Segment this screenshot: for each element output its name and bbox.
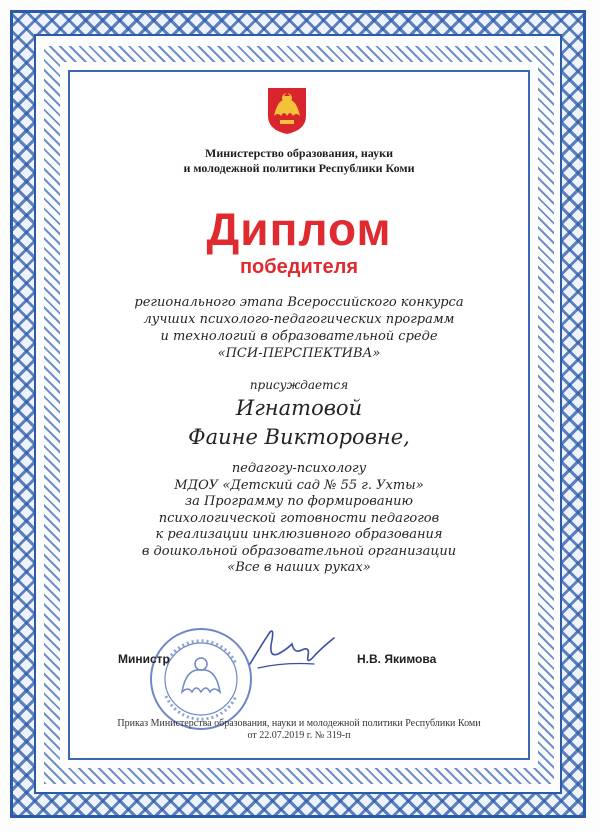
ministry-line-1: Министерство образования, науки — [205, 146, 393, 160]
order-line-2: от 22.07.2019 г. № 319-п — [247, 730, 351, 741]
ministry-line-2: и молодежной политики Республики Коми — [183, 161, 415, 175]
diploma-subtitle: победителя — [239, 256, 359, 278]
award-details — [74, 461, 524, 577]
diploma-title: Диплом — [206, 203, 392, 255]
recipient-name — [74, 394, 524, 452]
details-line-4: психологической готовности педагогов — [158, 510, 440, 526]
details-line-7: «Все в наших руках» — [227, 560, 371, 575]
recipient-surname: Игнатовой — [235, 396, 363, 420]
contest-line-1: регионального этапа Всероссийского конкурса — [134, 295, 464, 310]
details-line-5: к реализации инклюзивного образования — [155, 527, 443, 542]
contest-description — [74, 294, 524, 362]
details-line-1: педагогу-психологу — [231, 461, 367, 476]
signatory-name: Н.В. Якимова — [357, 652, 437, 666]
komi-coat-of-arms-icon — [266, 86, 308, 136]
ministry-header — [74, 146, 524, 176]
order-reference — [74, 718, 524, 742]
details-line-2: МДОУ «Детский сад № 55 г. Ухты» — [174, 477, 424, 493]
signatory-title: Министр — [118, 652, 170, 666]
contest-line-2: лучших психолого-педагогических программ — [143, 312, 455, 327]
contest-line-4: «ПСИ-ПЕРСПЕКТИВА» — [217, 346, 381, 361]
details-line-3: за Программу по формированию — [185, 494, 413, 509]
details-line-6: в дошкольной образовательной организации — [141, 543, 457, 559]
diploma-content — [74, 76, 524, 756]
handwritten-signature-icon — [244, 624, 339, 680]
awarded-label: присуждается — [249, 378, 349, 392]
recipient-given-name: Фаине Викторовне, — [188, 425, 410, 449]
order-line-1: Приказ Министерства образования, науки и молодежной политики Республики Коми — [117, 718, 481, 729]
contest-line-3: и технологий в образовательной среде — [160, 329, 438, 344]
